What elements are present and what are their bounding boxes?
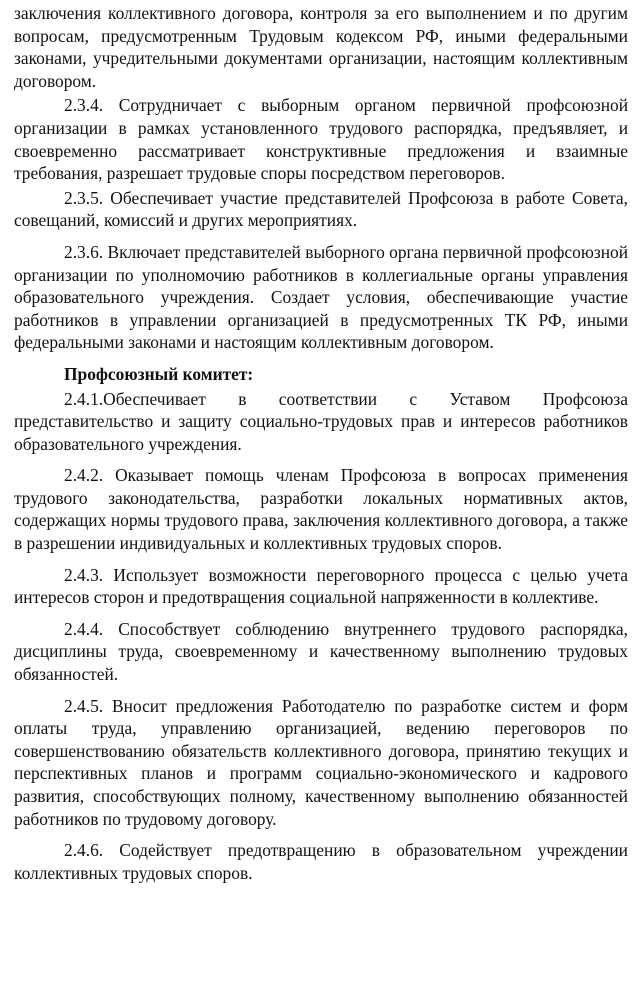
paragraph-2-3-6: 2.3.6. Включает представителей выборного органа первичной профсоюзной организации по уполномочию работников в коллегиальные органы управления образовательного учреждения. Создает условия, обеспечивающие участие работников в управлении организацией в предусмотренных ТК РФ, иными федеральными законами и настоящим коллективным договором. [14,241,628,353]
paragraph-2-4-5: 2.4.5. Вносит предложения Работодателю по разработке систем и форм оплаты труда, управлению организацией, ведению переговоров по совершенствованию обязательств коллективного договора, принятию текущих и перспективных планов и программ социально-экономического и кадрового развития, способствующих полному, качественному выполнению обязанностей работников по трудовому договору. [14,695,628,829]
paragraph-2-4-2: 2.4.2. Оказывает помощь членам Профсоюза в вопросах применения трудового законодательства, разработки локальных нормативных актов, содержащих нормы трудового права, заключения коллективного договора, а также в разрешении индивидуальных и коллективных трудовых споров. [14,465,628,554]
paragraph-2-4-3: 2.4.3. Использует возможности переговорного процесса с целью учета интересов сторон и предотвращения социальной напряженности в коллективе. [14,564,628,608]
paragraph-2-4-1: 2.4.1.Обеспечивает в соответствии с Уставом Профсоюза представительство и защиту социально-трудовых прав и интересов работников образовательного учреждения. [14,388,628,454]
paragraph-continuation: заключения коллективного договора, контроля за его выполнением и по другим вопросам, предусмотренным Трудовым кодексом РФ, иными федеральными законами, учредительными документами организации, настоящим коллективным договором. [14,3,628,91]
section-heading-union-committee: Профсоюзный комитет: [64,363,254,384]
paragraph-2-3-5: 2.3.5. Обеспечивает участие представителей Профсоюза в работе Совета, совещаний, комиссий и других мероприятиях. [14,187,628,231]
paragraph-2-3-4: 2.3.4. Сотрудничает с выборным органом первичной профсоюзной организации в рамках установленного трудового распорядка, предъявляет, и своевременно рассматривает конструктивные предложения и взаимные требования, разрешает трудовые споры посредством переговоров. [14,95,628,184]
paragraph-2-4-4: 2.4.4. Способствует соблюдению внутреннего трудового распорядка, дисциплины труда, своевременному и качественному выполнению трудовых обязанностей. [14,618,628,685]
document-body [14,2,628,884]
paragraph-2-4-6: 2.4.6. Содействует предотвращению в образовательном учреждении коллективных трудовых споров. [14,840,628,883]
